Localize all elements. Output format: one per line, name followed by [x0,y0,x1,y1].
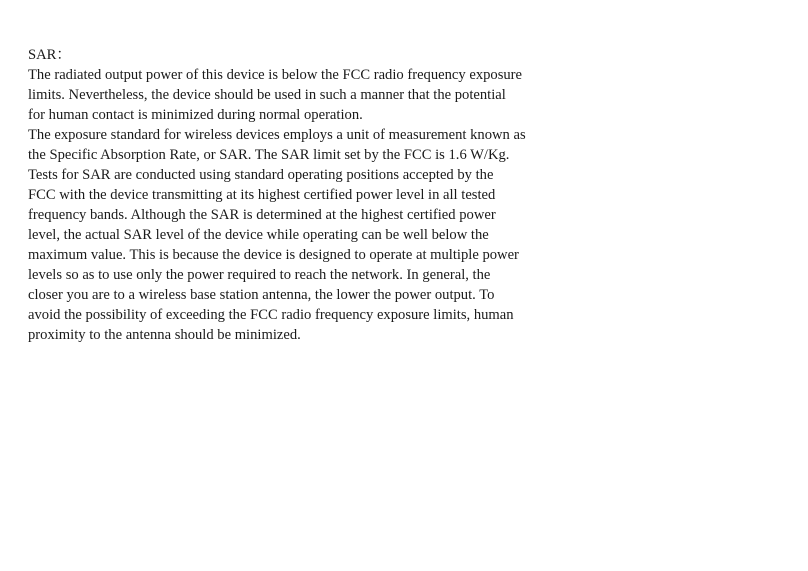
sar-heading: SAR： [28,47,71,63]
text-line: The radiated output power of this device is below the FCC radio frequency exposure [28,67,523,83]
text-line: FCC with the device transmitting at its highest certified power level in all tested [28,187,496,203]
text-line: The exposure standard for wireless devices employs a unit of measurement known as [28,127,526,143]
text-line: for human contact is minimized during normal operation. [28,107,363,123]
text-line: Tests for SAR are conducted using standard operating positions accepted by the [28,167,494,183]
text-line: proximity to the antenna should be minimized. [28,327,301,343]
text-line: closer you are to a wireless base station antenna, the lower the power output. To [28,287,495,303]
text-line: frequency bands. Although the SAR is determined at the highest certified power [28,207,496,223]
text-line: maximum value. This is because the device is designed to operate at multiple power [28,247,519,263]
sar-document [28,45,588,345]
text-line: levels so as to use only the power required to reach the network. In general, the [28,267,491,283]
text-line: avoid the possibility of exceeding the FCC radio frequency exposure limits, human [28,307,514,323]
text-line: level, the actual SAR level of the device while operating can be well below the [28,227,489,243]
text-line: limits. Nevertheless, the device should be used in such a manner that the potential [28,87,506,103]
text-line: the Specific Absorption Rate, or SAR. The SAR limit set by the FCC is 1.6 W/Kg. [28,147,510,163]
